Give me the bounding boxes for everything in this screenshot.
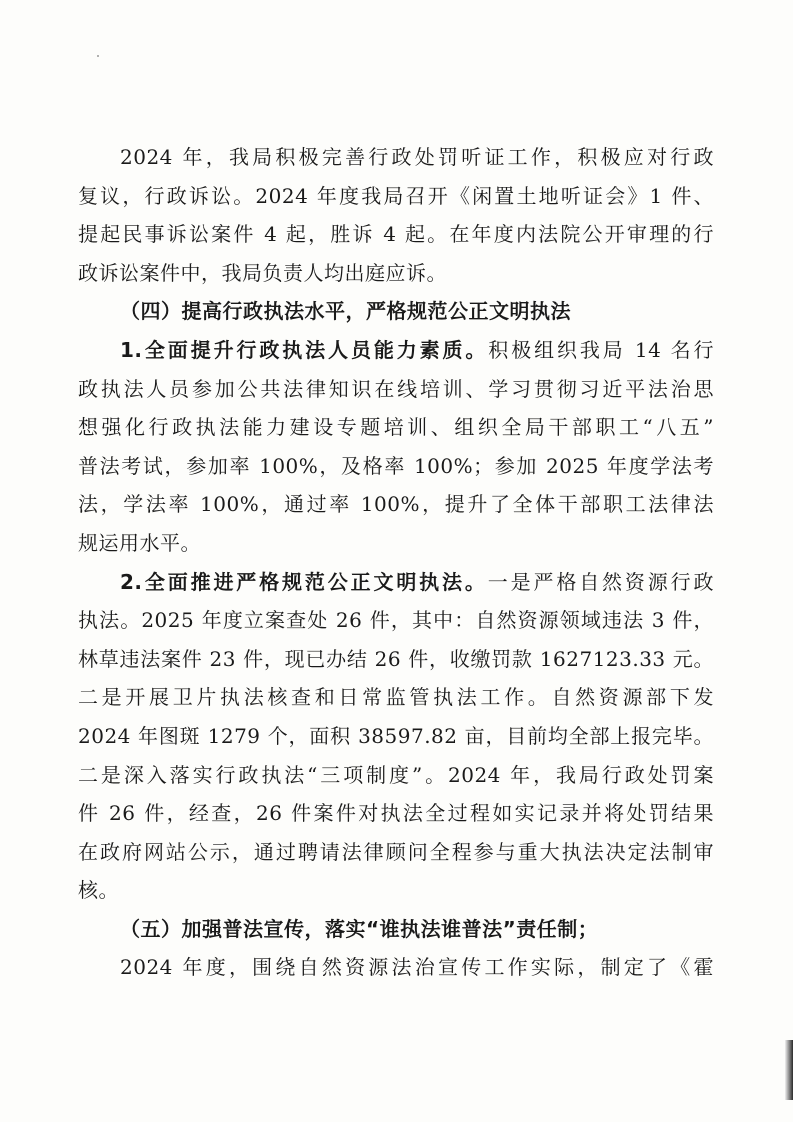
text-line <box>78 254 714 293</box>
line-text: 政诉讼案件中，我局负责人均出庭应诉。 <box>78 260 447 285</box>
line-text: （五）加强普法宣传，落实“谁执法谁普法”责任制； <box>120 916 599 941</box>
line-text: （四）提高行政执法水平，严格规范公正文明执法 <box>120 299 571 324</box>
section-heading <box>78 910 714 949</box>
line-text: 2024 年，我局积极完善行政处罚听证工作，积极应对行政 <box>120 145 714 169</box>
line-text: 一是严格自然资源行政 <box>487 569 714 594</box>
section-heading <box>78 292 714 331</box>
text-line <box>78 485 714 524</box>
text-line <box>78 177 714 216</box>
text-line <box>78 794 714 833</box>
text-line <box>78 640 714 679</box>
text-line <box>78 524 714 563</box>
line-text: 核。 <box>78 878 119 903</box>
line-text: 林草违法案件 23 件，现已办结 26 件，收缴罚款 1627123.33 元。 <box>78 646 714 671</box>
scan-speck <box>97 55 99 57</box>
text-line <box>78 717 714 756</box>
line-text: 法，学法率 100%，通过率 100%，提升了全体干部职工法律法 <box>78 492 714 517</box>
line-text: 件 26 件，经查，26 件案件对执法全过程如实记录并将处罚结果 <box>78 801 714 826</box>
text-line <box>78 871 714 910</box>
line-text: 复议，行政诉讼。2024 年度我局召开《闲置土地听证会》1 件、 <box>78 183 714 208</box>
text-line <box>78 215 714 254</box>
text-line <box>78 948 714 987</box>
text-line <box>78 756 714 795</box>
text-line <box>78 447 714 486</box>
line-text: 积极组织我局 14 名行 <box>488 337 714 362</box>
scan-edge-shadow <box>785 1040 793 1100</box>
text-line <box>78 408 714 447</box>
subsection-lead: 1.全面提升行政执法人员能力素质。 <box>120 337 489 362</box>
text-line <box>78 601 714 640</box>
line-text: 提起民事诉讼案件 4 起，胜诉 4 起。在年度内法院公开审理的行 <box>78 222 714 247</box>
text-line <box>78 138 714 177</box>
document-body <box>78 138 714 987</box>
line-text: 2024 年图斑 1279 个，面积 38597.82 亩，目前均全部上报完毕。 <box>78 723 714 748</box>
line-text: 规运用水平。 <box>78 530 201 555</box>
line-text: 普法考试，参加率 100%，及格率 100%；参加 2025 年度学法考 <box>78 453 714 478</box>
text-line <box>78 678 714 717</box>
text-line <box>78 370 714 409</box>
text-line <box>78 563 714 602</box>
text-line <box>78 833 714 872</box>
subsection-lead: 2.全面推进严格规范公正文明执法。 <box>120 569 488 594</box>
text-line <box>78 331 714 370</box>
line-text: 想强化行政执法能力建设专题培训、组织全局干部职工“八五” <box>78 415 714 440</box>
line-text: 在政府网站公示，通过聘请法律顾问全程参与重大执法决定法制审 <box>78 839 714 864</box>
line-text: 政执法人员参加公共法律知识在线培训、学习贯彻习近平法治思 <box>78 376 714 401</box>
line-text: 二是深入落实行政执法“三项制度”。2024 年，我局行政处罚案 <box>78 762 714 787</box>
line-text: 二是开展卫片执法核查和日常监管执法工作。自然资源部下发 <box>78 685 714 710</box>
line-text: 2024 年度，围绕自然资源法治宣传工作实际，制定了《霍 <box>120 955 714 980</box>
line-text: 执法。2025 年度立案查处 26 件，其中：自然资源领域违法 3 件， <box>78 608 714 633</box>
